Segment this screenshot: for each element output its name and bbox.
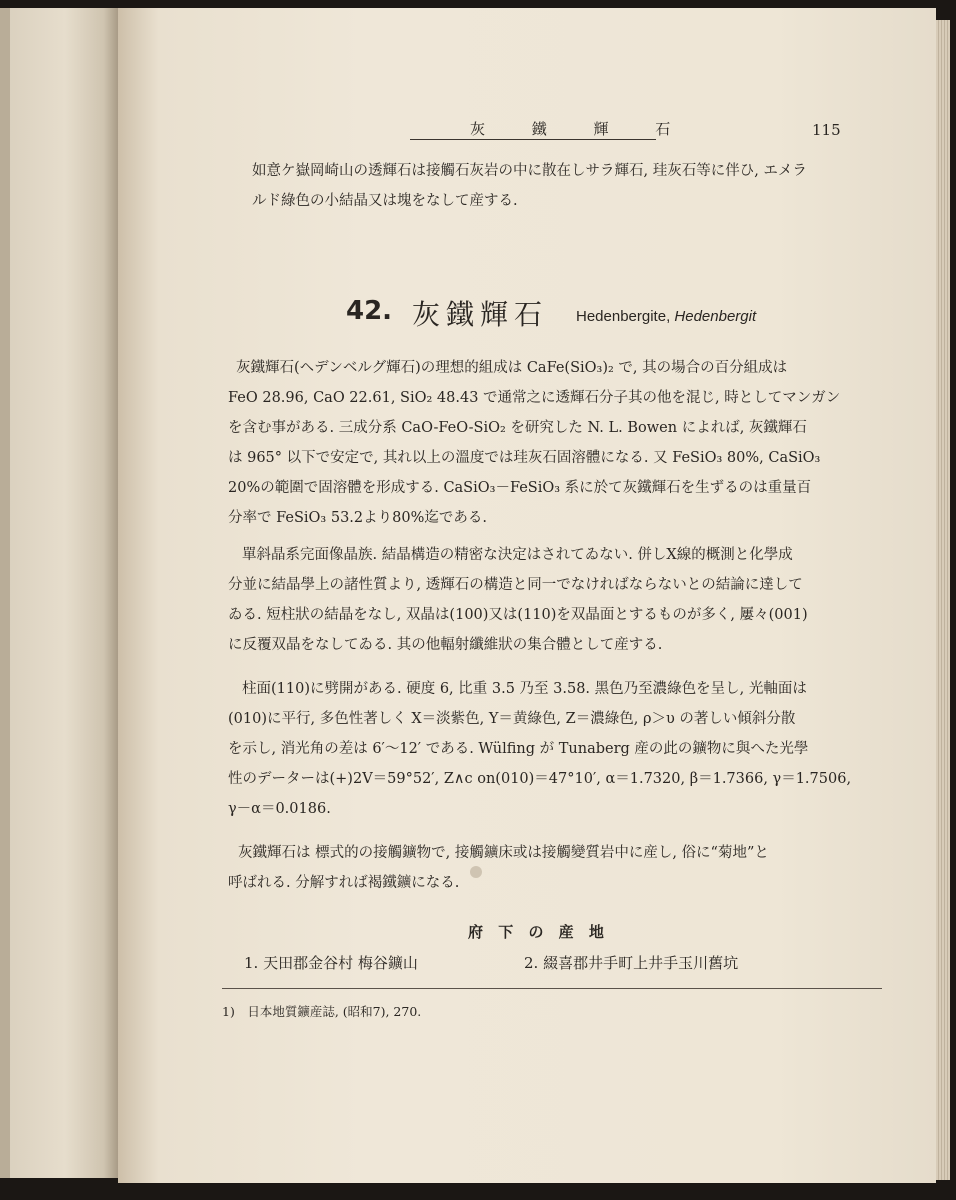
text-line: 分並に結晶學上の諸性質より, 透輝石の構造と同一でなければならないとの結論に達して (228, 577, 803, 593)
intro-paragraph (252, 156, 807, 216)
text-line: 如意ケ嶽岡崎山の透輝石は接觸石灰岩の中に散在しサラ輝石, 珪灰石等に伴ひ, エメラ (252, 163, 807, 179)
footnote-rule (222, 988, 882, 989)
footnote: 1) 日本地質鑛産誌, (昭和7), 270. (222, 1004, 422, 1019)
locality-item: 2. 綴喜郡井手町上井手玉川舊坑 (524, 954, 739, 972)
left-page-edge (0, 8, 10, 1178)
paragraph-composition (228, 353, 840, 533)
text-line: 20%の範圍で固溶體を形成する. CaSiO₃－FeSiO₃ 系に於て灰鐵輝石を生ずるのは重量百 (228, 480, 812, 496)
section-number: 42. (346, 296, 393, 326)
section-name-de: Hedenbergit (674, 308, 757, 325)
text-line: γ－α＝0.0186. (228, 801, 331, 817)
text-line: 柱面(110)に劈開がある. 硬度 6, 比重 3.5 乃至 3.58. 黑色乃至濃綠色を呈し, 光軸面は (242, 681, 807, 697)
text-line: 性のデーターは(+)2V＝59°52′, Z∧c on(010)＝47°10′, α＝1.7320, β＝1.7366, γ＝1.7506, (228, 771, 852, 787)
paragraph-crystal (228, 540, 808, 660)
running-head-rule (410, 139, 656, 140)
page-number: 115 (812, 121, 841, 139)
paragraph-properties (228, 674, 851, 824)
text-line: FeO 28.96, CaO 22.61, SiO₂ 48.43 で通常之に透輝石分子其の他を混じ, 時としてマンガン (228, 390, 841, 406)
text-line: 呼ばれる. 分解すれば褐鐵鑛になる. (228, 875, 460, 891)
text-line: 灰鐵輝石は 標式的の接觸鑛物で, 接觸鑛床或は接觸變質岩中に産し, 俗に“菊地”と (238, 845, 769, 861)
paragraph-occurrence (228, 838, 769, 898)
section-name-en: Hedenbergite, (576, 308, 671, 325)
text-line: は 965° 以下で安定で, 其れ以上の溫度では珪灰石固溶體になる. 又 FeSiO₃ 80%, CaSiO₃ (228, 450, 821, 466)
text-line: を含む事がある. 三成分系 CaO-FeO-SiO₂ を研究した N. L. Bowen によれば, 灰鐵輝石 (228, 420, 807, 436)
text-line: 分率で FeSiO₃ 53.2より80%迄である. (228, 510, 487, 526)
text-line: 灰鐵輝石(ヘデンベルグ輝石)の理想的組成は CaFe(SiO₃)₂ で, 其の場合の百分組成は (236, 360, 788, 376)
text-line: に反覆双晶をなしてゐる. 其の他輻射纖維狀の集合體として産する. (228, 637, 663, 653)
text-line: を示し, 消光角の差は 6′～12′ である. Wülfing が Tunaberg 産の此の鑛物に與へた光學 (228, 741, 809, 757)
section-title: 灰鐵輝石 (412, 298, 549, 331)
running-head-title: 灰 鐵 輝 石 (470, 120, 692, 138)
text-line: ゐる. 短柱狀の結晶をなし, 双晶は(100)又は(110)を双晶面とするものが多く, 屢々(001) (228, 607, 808, 623)
section-mineral-name (576, 308, 756, 325)
left-page (0, 8, 119, 1178)
text-line: ルド綠色の小結晶又は塊をなして産する. (252, 193, 518, 209)
locality-item: 1. 天田郡金谷村 梅谷鑛山 (244, 954, 418, 972)
localities-heading: 府 下 の 産 地 (468, 923, 609, 941)
page-stack-edge (936, 20, 950, 1180)
text-line: (010)に平行, 多色性著しく X＝淡紫色, Y＝黄綠色, Z＝濃綠色, ρ＞υ の著しい傾斜分散 (228, 711, 796, 727)
text-line: 單斜晶系完面像晶族. 結晶構造の精密な決定はされてゐない. 併しX線的概測と化學成 (242, 547, 793, 563)
